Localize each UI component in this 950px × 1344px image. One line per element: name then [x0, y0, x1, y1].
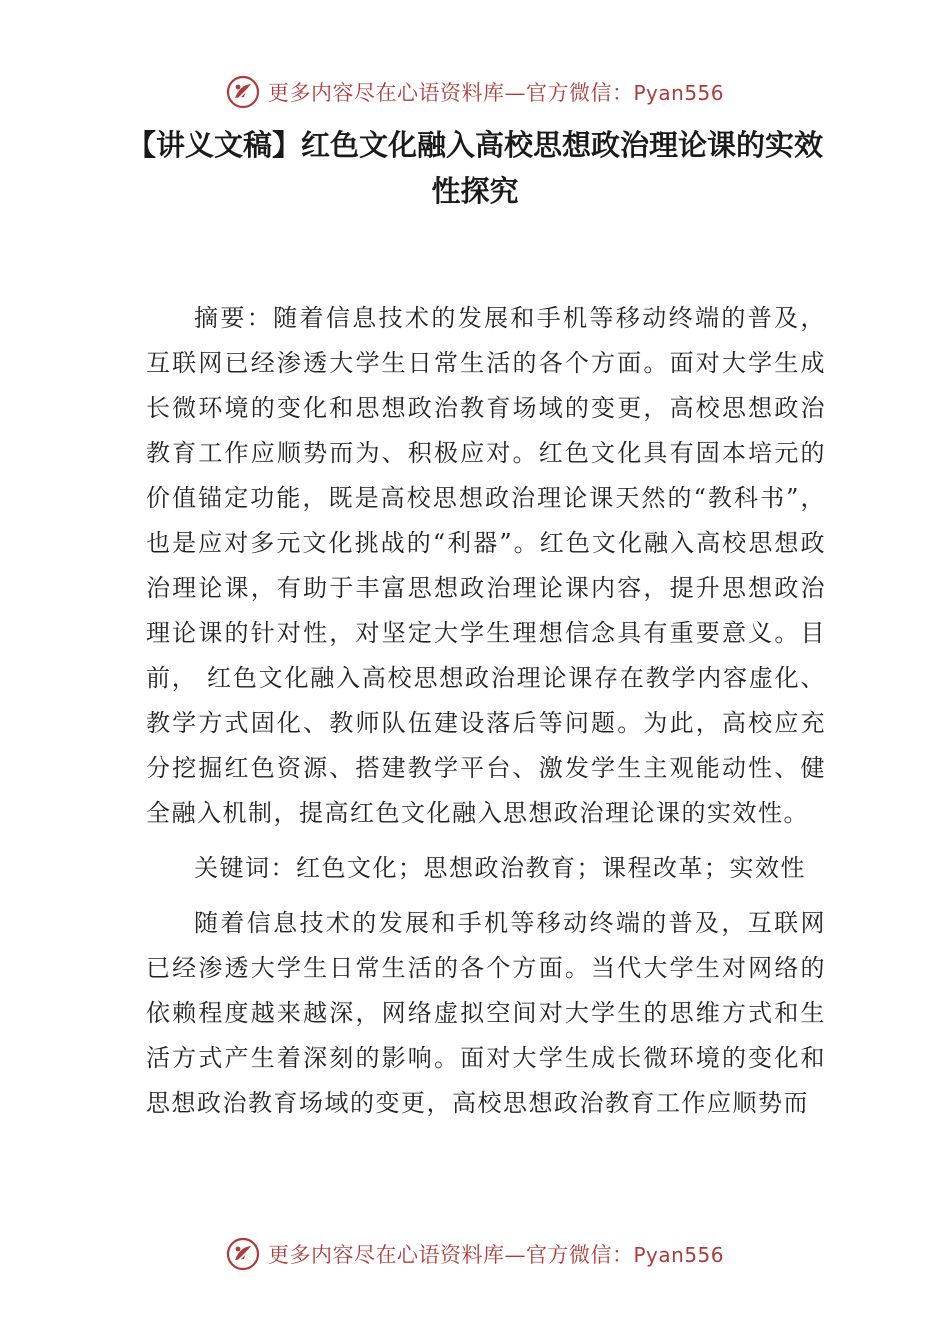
document-title: 【讲义文稿】红色文化融入高校思想政治理论课的实效性探究 — [126, 128, 823, 208]
banner-text: 更多内容尽在心语资料库—官方微信：Pyan556 — [267, 81, 724, 105]
banner-wechat-id: Pyan556 — [633, 1243, 724, 1267]
abstract-paragraph: 摘要：随着信息技术的发展和手机等移动终端的普及，互联网已经渗透大学生日常生活的各个方面。面对大学生成长微环境的变化和思想政治教育场域的变更，高校思想政治教育工作应顺势而为、积极应对。红色文化具有固本培元的价值锚定功能，既是高校思想政治理论课天然的“教科书”，也是应对多元文化挑战的“利器”。红色文化融入高校思想政治理论课，有助于丰富思想政治理论课内容，提升思想政治理论课的针对性，对坚定大学生理想信念具有重要意义。目前， 红色文化融入高校思想政治理论课存在教学内容虚化、教学方式固化、教师队伍建设落后等问题。为此，高校应充分挖掘红色资源、搭建教学平台、激发学生主观能动性、健全融入机制，提高红色文化融入思想政治理论课的实效性。 — [146, 304, 826, 827]
red-seal-logo-icon — [226, 1237, 260, 1271]
red-seal-logo-icon — [226, 75, 260, 109]
banner-wechat-id: Pyan556 — [633, 81, 724, 105]
header-banner — [0, 72, 950, 112]
keywords-paragraph: 关键词：红色文化；思想政治教育；课程改革；实效性 — [194, 854, 806, 882]
banner-text: 更多内容尽在心语资料库—官方微信：Pyan556 — [267, 1243, 724, 1267]
document-body — [146, 296, 826, 1126]
body-paragraph: 随着信息技术的发展和手机等移动终端的普及，互联网已经渗透大学生日常生活的各个方面。当代大学生对网络的依赖程度越来越深，网络虚拟空间对大学生的思维方式和生活方式产生着深刻的影响。面对大学生成长微环境的变化和思想政治教育场域的变更，高校思想政治教育工作应顺势而 — [146, 909, 826, 1117]
footer-banner — [0, 1234, 950, 1274]
